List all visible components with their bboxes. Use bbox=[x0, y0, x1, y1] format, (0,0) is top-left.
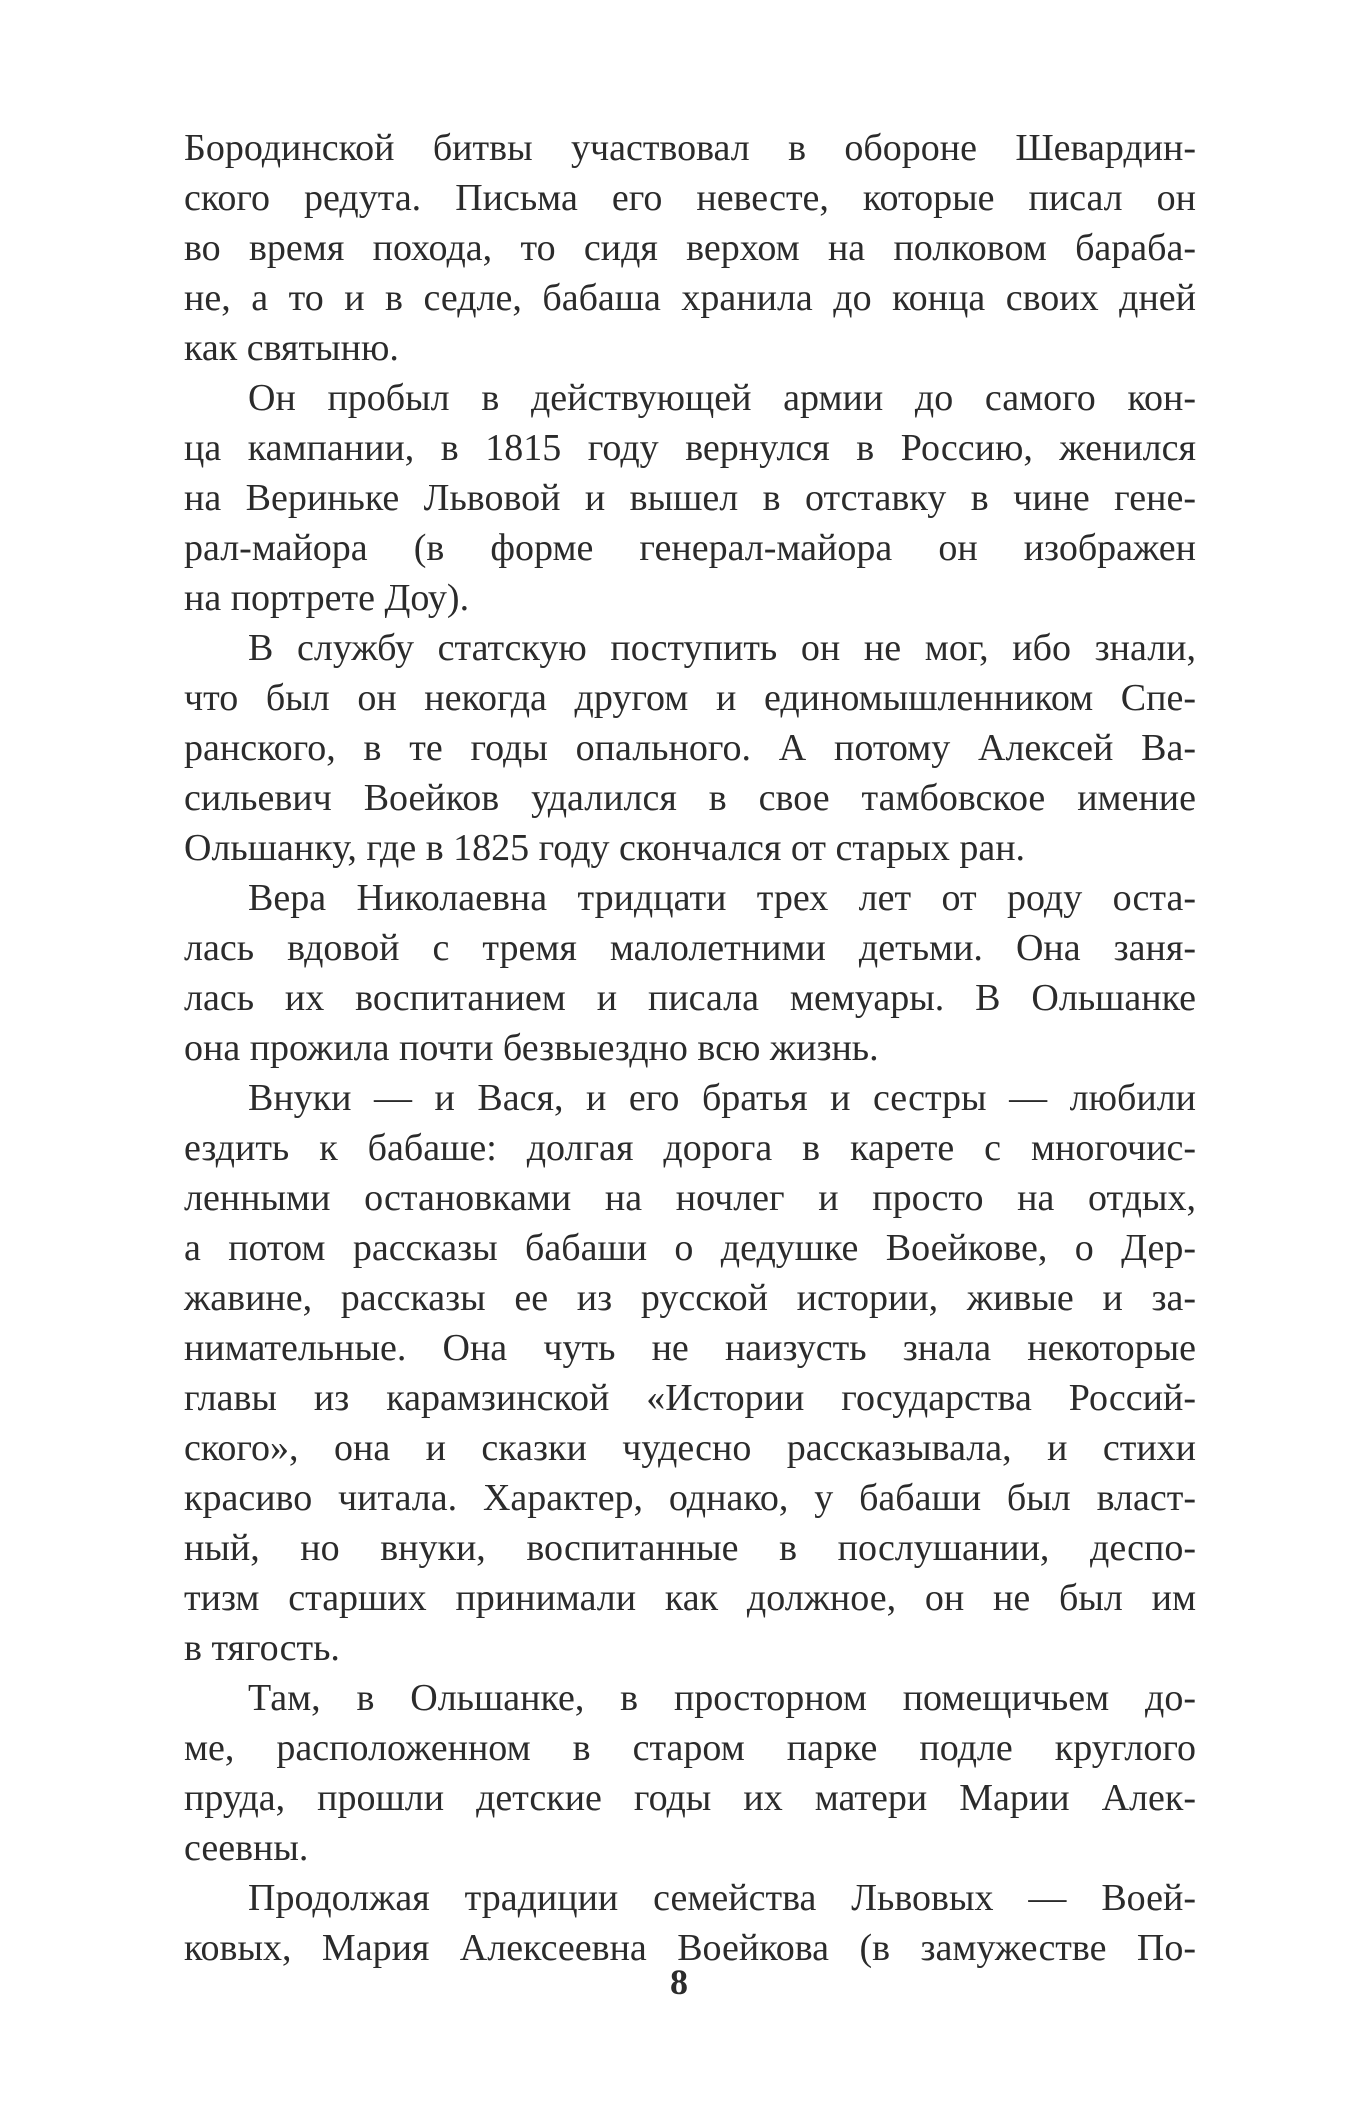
text-line: Он пробыл в действующей армии до самого кон- bbox=[248, 377, 1196, 419]
text-line: как святыню. bbox=[184, 327, 399, 369]
text-line: ского», она и сказки чудесно рассказывала, и стихи bbox=[184, 1427, 1196, 1469]
text-line: нимательные. Она чуть не наизусть знала некоторые bbox=[184, 1327, 1196, 1369]
body-text bbox=[184, 123, 1196, 1973]
text-line: на портрете Доу). bbox=[184, 577, 470, 619]
text-line: ранского, в те годы опального. А потому Алексей Ва- bbox=[184, 727, 1196, 769]
text-line: В службу статскую поступить он не мог, ибо знали, bbox=[248, 627, 1196, 669]
text-line: Внуки — и Вася, и его братья и сестры — любили bbox=[248, 1077, 1196, 1119]
page-number: 8 bbox=[670, 1962, 688, 2002]
text-line: в тягость. bbox=[184, 1627, 340, 1669]
text-line: что был он некогда другом и единомышленником Спе- bbox=[184, 677, 1196, 719]
text-line: Вера Николаевна тридцати трех лет от роду оста- bbox=[248, 877, 1196, 919]
text-line: ского редута. Письма его невесте, которые писал он bbox=[184, 177, 1196, 219]
text-line: не, а то и в седле, бабаша хранила до конца своих дней bbox=[184, 277, 1196, 319]
text-line: лась вдовой с тремя малолетними детьми. Она заня- bbox=[184, 927, 1196, 969]
text-line: ный, но внуки, воспитанные в послушании, деспо- bbox=[184, 1527, 1196, 1569]
text-line: ездить к бабаше: долгая дорога в карете с многочис- bbox=[184, 1127, 1196, 1169]
text-line: сильевич Воейков удалился в свое тамбовское имение bbox=[184, 777, 1196, 819]
text-line: во время похода, то сидя верхом на полковом бараба- bbox=[184, 227, 1196, 269]
text-line: она прожила почти безвыездно всю жизнь. bbox=[184, 1027, 879, 1069]
text-line: жавине, рассказы ее из русской истории, живые и за- bbox=[184, 1277, 1196, 1319]
text-line: рал-майора (в форме генерал-майора он изображен bbox=[184, 527, 1196, 569]
text-line: тизм старших принимали как должное, он не был им bbox=[184, 1577, 1196, 1619]
text-line: ме, расположенном в старом парке подле круглого bbox=[184, 1727, 1196, 1769]
text-line: Ольшанку, где в 1825 году скончался от старых ран. bbox=[184, 827, 1026, 869]
text-line: Бородинской битвы участвовал в обороне Шевардин- bbox=[184, 127, 1196, 169]
text-line: пруда, прошли детские годы их матери Марии Алек- bbox=[184, 1777, 1196, 1819]
text-line: Продолжая традиции семейства Львовых — Воей- bbox=[248, 1877, 1196, 1919]
text-line: Там, в Ольшанке, в просторном помещичьем до- bbox=[248, 1677, 1196, 1719]
text-line: на Вериньке Львовой и вышел в отставку в чине гене- bbox=[184, 477, 1196, 519]
text-line: лась их воспитанием и писала мемуары. В Ольшанке bbox=[184, 977, 1196, 1019]
text-line: а потом рассказы бабаши о дедушке Воейкове, о Дер- bbox=[184, 1227, 1196, 1269]
text-line: красиво читала. Характер, однако, у бабаши был власт- bbox=[184, 1477, 1196, 1519]
text-line: ца кампании, в 1815 году вернулся в Россию, женился bbox=[184, 427, 1196, 469]
text-line: главы из карамзинской «Истории государства Россий- bbox=[184, 1377, 1196, 1419]
text-line: ковых, Мария Алексеевна Воейкова (в замужестве По- bbox=[184, 1927, 1196, 1969]
text-line: ленными остановками на ночлег и просто на отдых, bbox=[184, 1177, 1196, 1219]
text-line: сеевны. bbox=[184, 1827, 309, 1869]
